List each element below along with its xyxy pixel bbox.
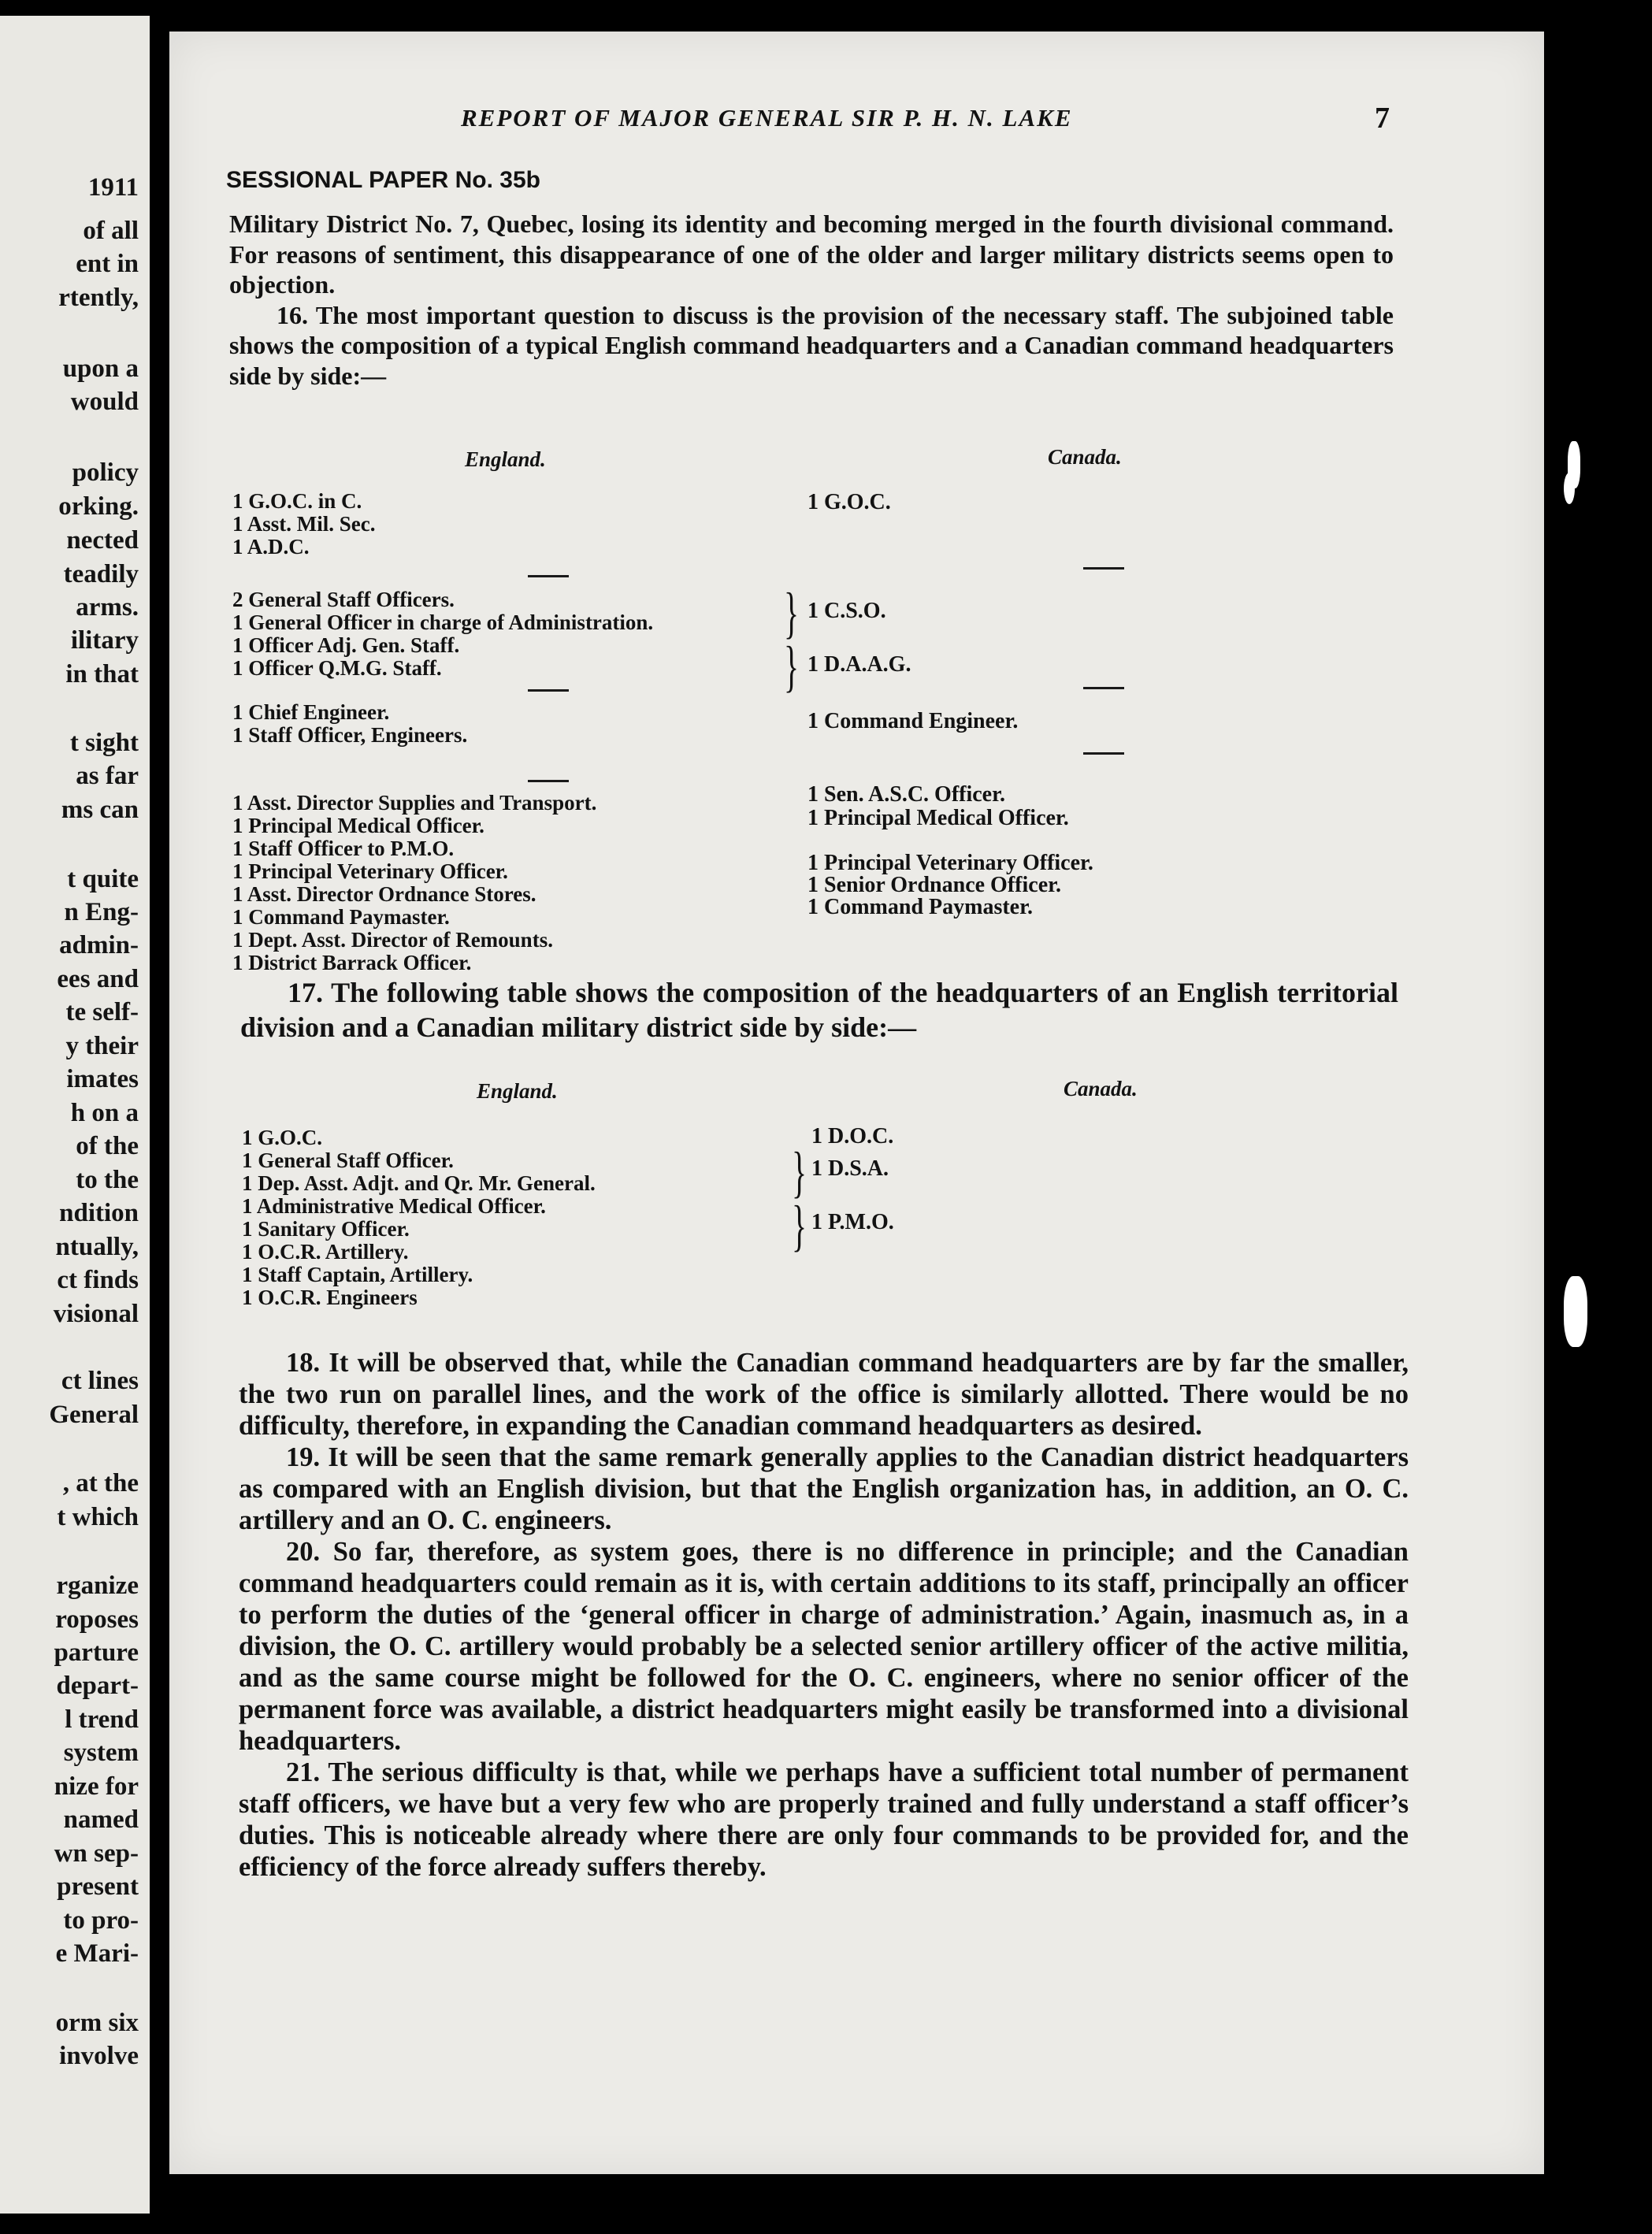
facing-line: 1911 [87,173,139,202]
facing-line: General [49,1401,139,1429]
england-item: 1 Asst. Director Supplies and Transport. [232,791,597,815]
england-item: 1 Officer Adj. Gen. Staff. [232,633,460,657]
canada-item: 1 P.M.O. [811,1210,894,1234]
facing-line: as far [76,762,139,790]
england-item: 1 Officer Q.M.G. Staff. [232,656,442,680]
canada-item: 1 Principal Medical Officer. [807,806,1069,830]
england-item: 1 Asst. Mil. Sec. [232,512,376,536]
canada-item: 1 D.S.A. [811,1156,889,1181]
canada-item: 1 C.S.O. [807,599,886,623]
document-page [169,32,1544,2174]
facing-line: roposes [55,1605,139,1634]
facing-line: parture [54,1638,139,1667]
sessional-paper-label: SESSIONAL PAPER No. 35b [226,167,540,193]
facing-line: ct finds [57,1266,139,1294]
facing-line: e Mari- [55,1939,139,1968]
paragraph-20: 20. So far, therefore, as system goes, there is no difference in principle; and the Canadian command headquarters could remain as it is, with certain additions to its staff, principally an officer to perform the duties of the ‘general officer in charge of administration.’ Again, inasmuch as, in a division, the O. C. artillery would probably be a selected senior artillery officer of the active militia, and as the same course might be followed for the O. C. engineers, where no senior officer of the permanent force was available, a district headquarters might easily be transformed into a divisional headquarters. [239,1537,1409,1756]
facing-line: ct lines [61,1367,139,1395]
table1-england-group-3 [232,701,467,747]
brace-symbol: } [792,1194,807,1257]
facing-line: admin- [59,931,139,959]
canada-item: 1 Command Engineer. [807,709,1019,733]
paragraph-21: 21. The serious difficulty is that, while we perhaps have a sufficient total number of permanent staff officers, we have but a very few who are properly trained and fully understand a staff officer’s duties. This is noticeable already where there are only four commands to be provided for, and the efficiency of the force already suffers thereby. [239,1757,1409,1882]
brace-symbol: } [784,581,800,644]
table1-england-group-1 [232,490,376,558]
facing-line: orm six [55,2009,139,2037]
facing-line: y their [65,1032,139,1060]
england-item: 1 Administrative Medical Officer. [242,1194,546,1218]
england-item: 1 Command Paymaster. [232,905,450,929]
england-item: 1 Staff Officer to P.M.O. [232,837,455,860]
facing-line: visional [53,1300,139,1328]
facing-line: policy [72,458,139,487]
table2-england-list [242,1126,596,1309]
england-item: 1 Dep. Asst. Adjt. and Qr. Mr. General. [242,1171,596,1195]
body-paragraphs [239,1347,1409,1883]
separator-dash [528,575,569,577]
facing-line: to pro- [63,1906,139,1935]
england-item: 1 Dept. Asst. Director of Remounts. [232,928,553,952]
paragraph-17: 17. The following table shows the composition of the headquarters of an English territorial division and a Canadian military district side by side:— [240,977,1398,1043]
facing-line: of all [83,217,139,245]
england-item: 1 Sanitary Officer. [242,1217,410,1241]
facing-line: te self- [65,998,139,1026]
table2-canada-heading: Canada. [1064,1077,1138,1100]
scan-artifact [1568,441,1580,488]
england-item: 1 General Officer in charge of Administration. [232,610,654,634]
england-item: 1 Principal Medical Officer. [232,814,484,837]
canada-item: 1 Command Paymaster. [807,895,1033,919]
facing-line: ent in [76,250,139,278]
england-item: 1 Asst. Director Ordnance Stores. [232,882,536,906]
facing-line: upon a [62,354,139,383]
england-item: 1 Staff Officer, Engineers. [232,723,468,747]
page-number: 7 [1375,102,1390,135]
canada-item: 1 Principal Veterinary Officer. [807,851,1093,875]
facing-line: t sight [69,729,139,757]
canada-item: 1 Senior Ordnance Officer. [807,873,1061,897]
scan-artifact [1564,1276,1587,1347]
england-item: 1 O.C.R. Artillery. [242,1240,409,1264]
running-title: REPORT OF MAJOR GENERAL SIR P. H. N. LAKE [461,104,1073,132]
facing-line: ndition [59,1199,139,1227]
facing-line: in that [65,660,139,688]
england-item: 1 G.O.C. [242,1126,323,1149]
facing-line: ilitary [70,626,139,655]
facing-line: n Eng- [64,898,139,926]
facing-line: h on a [70,1099,139,1127]
table1-england-group-2 [232,588,653,680]
facing-line: ntually, [55,1233,139,1261]
facing-line: orking. [58,492,139,521]
facing-line: of the [76,1132,139,1160]
england-item: 1 Staff Captain, Artillery. [242,1263,473,1286]
canada-item: 1 D.A.A.G. [807,652,911,677]
paragraph-16: 16. The most important question to discuss is the provision of the necessary staff. The subjoined table shows the composition of a typical English command headquarters and a Canadian command headquarters side by side:— [229,300,1394,390]
table1-canada-heading: Canada. [1048,445,1122,469]
facing-line: wn sep- [54,1839,139,1868]
paragraph-18: 18. It will be observed that, while the Canadian command headquarters are by far the smaller, the two run on parallel lines, and the work of the office is similarly allotted. There would be no difficulty, therefore, in expanding the Canadian command headquarters as desired. [239,1348,1409,1441]
separator-dash [1083,567,1124,570]
england-item: 2 General Staff Officers. [232,588,455,611]
canada-item: 1 Sen. A.S.C. Officer. [807,782,1005,807]
facing-line: t which [57,1503,139,1531]
facing-line: l trend [65,1705,139,1734]
facing-page-fragment [0,16,150,2214]
facing-line: teadily [63,560,139,588]
intro-text: Military District No. 7, Quebec, losing its identity and becoming merged in the fourth divisional command. For reasons of sentiment, this disappearance of one of the older and larger military districts seems open to objection. [229,210,1394,299]
paragraph-19: 19. It will be seen that the same remark generally applies to the Canadian district headquarters as compared with an English division, but that the English organization has, in addition, an O. C. artillery and an O. C. engineers. [239,1442,1409,1535]
separator-dash [1083,752,1124,755]
facing-line: rtently, [58,284,139,312]
england-item: 1 G.O.C. in C. [232,489,362,513]
england-item: 1 District Barrack Officer. [232,951,472,974]
facing-line: named [63,1805,139,1834]
canada-item: 1 G.O.C. [807,490,891,514]
table2-england-heading: England. [477,1079,558,1103]
facing-line: arms. [76,593,139,622]
paragraph-17-block [240,975,1398,1045]
facing-line: , at the [62,1469,139,1497]
england-item: 1 General Staff Officer. [242,1149,454,1172]
brace-symbol: } [784,635,800,698]
brace-symbol: } [792,1141,807,1204]
facing-line: involve [59,2042,139,2070]
facing-line: system [63,1739,139,1767]
canada-item: 1 D.O.C. [811,1124,894,1149]
england-item: 1 O.C.R. Engineers [242,1286,418,1309]
facing-line: to the [76,1166,139,1194]
england-item: 1 A.D.C. [232,535,310,558]
england-item: 1 Principal Veterinary Officer. [232,859,508,883]
facing-line: nected [66,526,139,555]
facing-line: present [57,1872,139,1901]
england-item: 1 Chief Engineer. [232,700,390,724]
facing-line: rganize [56,1572,139,1600]
intro-paragraph [229,209,1394,391]
facing-line: depart- [56,1672,139,1700]
facing-line: ees and [57,965,139,993]
facing-line: would [70,388,139,416]
facing-line: imates [66,1065,139,1093]
table1-england-group-4 [232,792,596,974]
facing-line: nize for [54,1772,139,1801]
separator-dash [528,780,569,782]
facing-line: t quite [67,865,139,893]
table1-england-heading: England. [465,447,546,471]
facing-line: ms can [61,796,139,824]
separator-dash [528,689,569,692]
separator-dash [1083,687,1124,689]
